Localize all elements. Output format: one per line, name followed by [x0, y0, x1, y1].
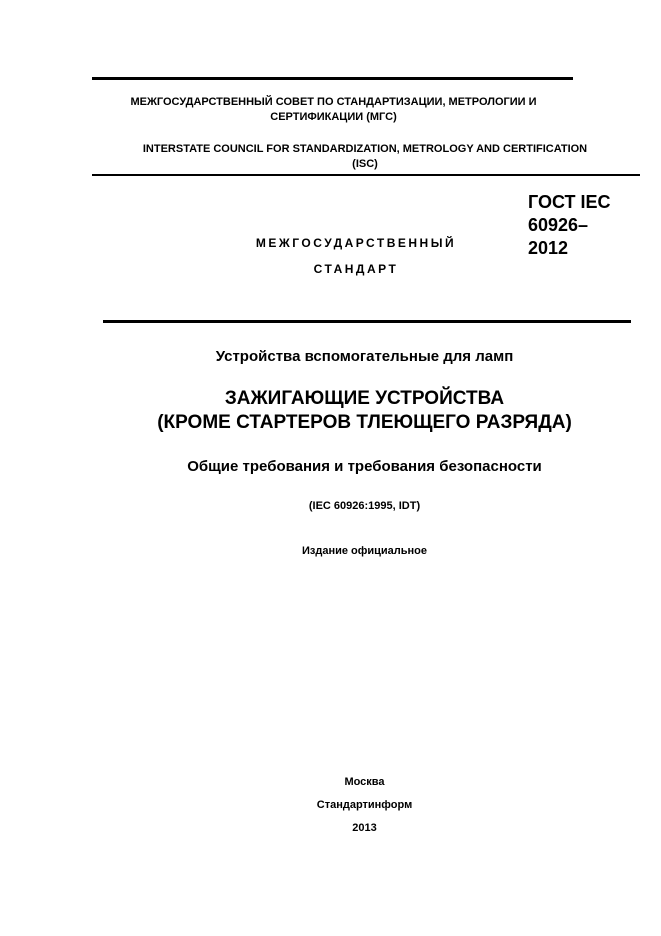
title-main-line1: ЗАЖИГАЮЩИЕ УСТРОЙСТВА	[224, 388, 505, 409]
standard-type-line1: МЕЖГОСУДАРСТВЕННЫЙ	[255, 236, 457, 250]
standard-designation-line2: 60926–	[528, 215, 589, 235]
standard-type-line2: СТАНДАРТ	[313, 262, 399, 276]
standard-reference: (IEC 60926:1995, IDT)	[308, 500, 421, 512]
council-en-line1: INTERSTATE COUNCIL FOR STANDARDIZATION, METROLOGY AND CERTIFICATION	[142, 143, 588, 155]
imprint-city: Москва	[344, 776, 385, 788]
edition-label: Издание официальное	[301, 545, 428, 557]
standard-designation-line3: 2012	[528, 238, 569, 258]
header-bottom-rule	[92, 174, 640, 176]
council-en-line2: (ISC)	[352, 158, 378, 170]
council-ru-line2: СЕРТИФИКАЦИИ (МГС)	[270, 111, 397, 123]
top-rule	[92, 77, 573, 80]
imprint-publisher: Стандартинформ	[316, 799, 413, 811]
title-main-line2: (КРОМЕ СТАРТЕРОВ ТЛЕЮЩЕГО РАЗРЯДА)	[157, 412, 572, 433]
title-subtitle: Общие требования и требования безопасности	[187, 458, 542, 475]
council-ru-line1: МЕЖГОСУДАРСТВЕННЫЙ СОВЕТ ПО СТАНДАРТИЗАЦИИ, МЕТРОЛОГИИ И	[130, 96, 537, 108]
title-block-rule	[103, 320, 631, 323]
standard-designation-line1: ГОСТ IEC	[528, 192, 611, 212]
title-group: Устройства вспомогательные для ламп	[215, 348, 514, 365]
imprint-year: 2013	[352, 822, 377, 834]
